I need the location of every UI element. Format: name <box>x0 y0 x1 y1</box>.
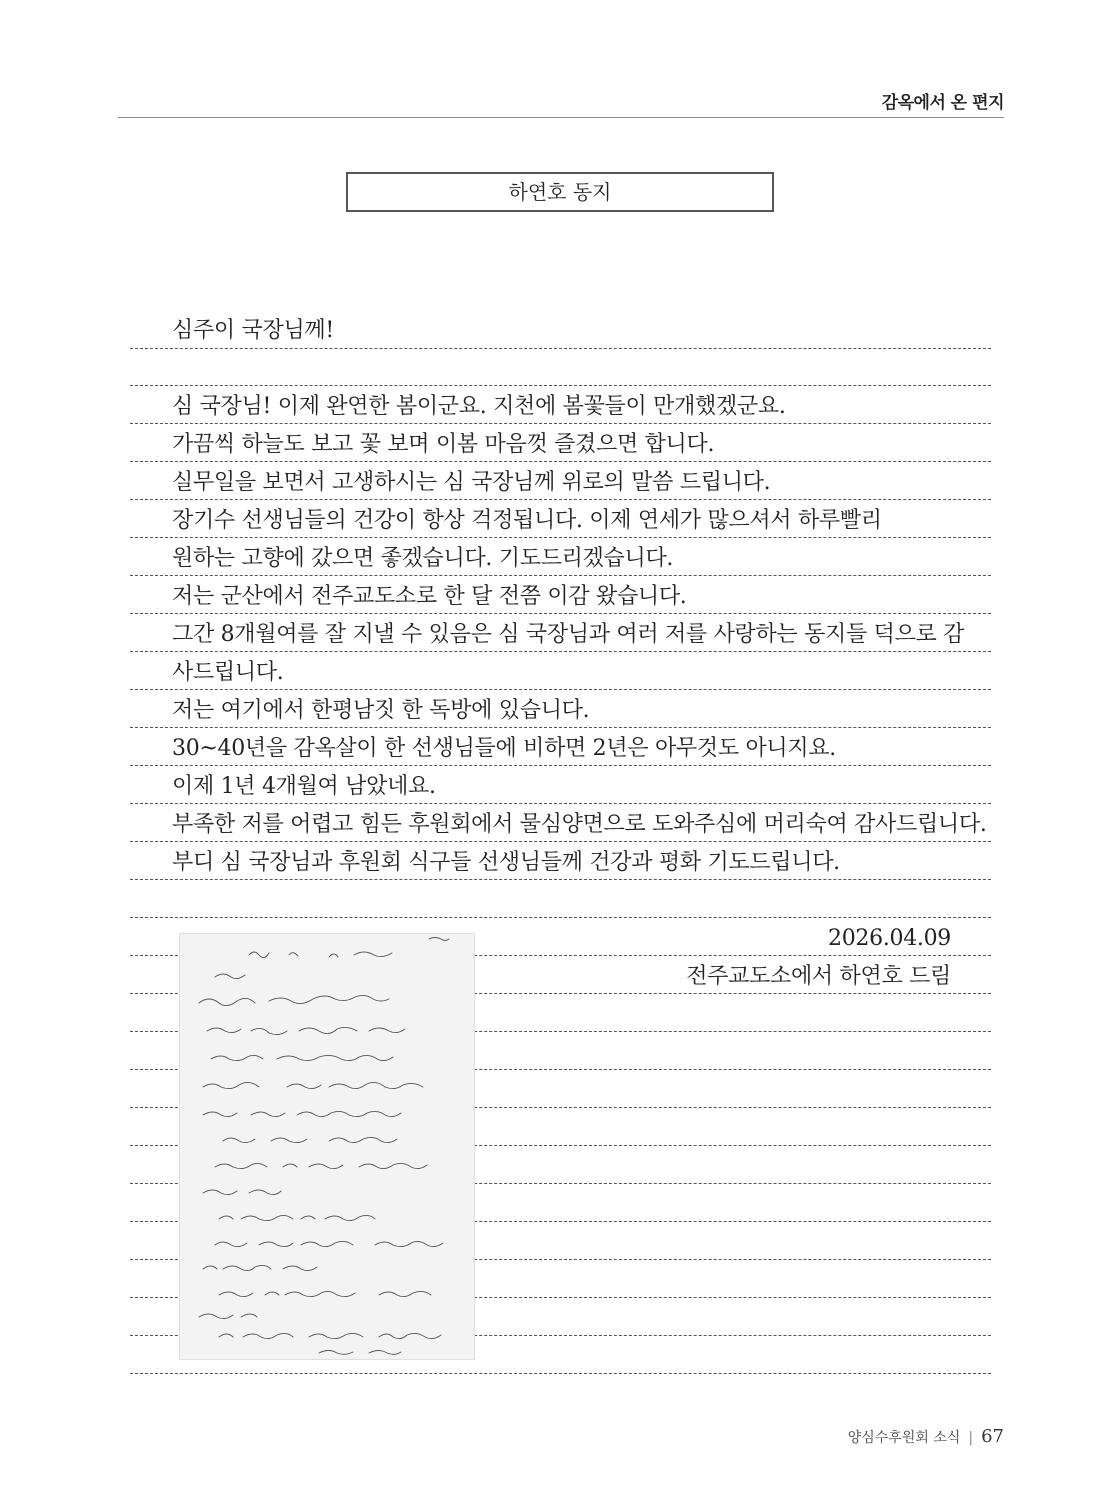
section-title: 감옥에서 온 편지 <box>881 93 1004 113</box>
page-number: 67 <box>981 1426 1004 1447</box>
ruled-line <box>130 348 991 349</box>
letter-line: 실무일을 보면서 고생하시는 심 국장님께 위로의 말씀 드립니다. <box>172 470 771 495</box>
letter-line: 원하는 고향에 갔으면 좋겠습니다. 기도드리겠습니다. <box>172 546 674 571</box>
letter-line: 그간 8개월여를 잘 지낼 수 있음은 심 국장님과 여러 저를 사랑하는 동지들 덕으로 감 <box>172 622 965 647</box>
letter-signature: 전주교도소에서 하연호 드림 <box>686 964 951 989</box>
letter-line: 저는 군산에서 전주교도소로 한 달 전쯤 이감 왔습니다. <box>172 584 687 609</box>
header-rule <box>118 117 1004 118</box>
ruled-line <box>130 575 991 576</box>
ruled-line <box>130 879 991 880</box>
letter-line: 부디 심 국장님과 후원회 식구들 선생님들께 건강과 평화 기도드립니다. <box>172 850 840 875</box>
letter-line: 장기수 선생님들의 건강이 항상 걱정됩니다. 이제 연세가 많으셔서 하루빨리 <box>172 508 882 533</box>
letter-line: 심 국장님! 이제 완연한 봄이군요. 지천에 봄꽃들이 만개했겠군요. <box>172 394 786 419</box>
page-footer <box>848 1426 1004 1447</box>
handwriting-scribbles <box>179 933 475 1360</box>
ruled-line <box>130 803 991 804</box>
ruled-line <box>130 1373 991 1374</box>
ruled-line <box>130 461 991 462</box>
footer-separator: | <box>968 1430 974 1446</box>
letter-line: 부족한 저를 어렵고 힘든 후원회에서 물심양면으로 도와주심에 머리숙여 감사드립니다. <box>172 812 987 837</box>
ruled-line <box>130 385 991 386</box>
letter-date: 2026.04.09 <box>828 926 951 951</box>
ruled-line <box>130 537 991 538</box>
letter-line: 30~40년을 감옥살이 한 선생님들에 비하면 2년은 아무것도 아니지요. <box>172 736 836 761</box>
letter-salutation: 심주이 국장님께! <box>172 318 334 343</box>
ruled-line <box>130 765 991 766</box>
handwritten-letter-photo <box>179 933 475 1360</box>
letter-line: 이제 1년 4개월여 남았네요. <box>172 774 436 799</box>
letter-line: 사드립니다. <box>172 660 284 685</box>
ruled-line <box>130 841 991 842</box>
letter-line: 가끔씩 하늘도 보고 꽃 보며 이봄 마음껏 즐겼으면 합니다. <box>172 432 715 457</box>
ruled-line <box>130 613 991 614</box>
ruled-line <box>130 651 991 652</box>
ruled-line <box>130 423 991 424</box>
ruled-line <box>130 499 991 500</box>
ruled-line <box>130 689 991 690</box>
letter-title-box: 하연호 동지 <box>346 172 774 212</box>
letter-line: 저는 여기에서 한평남짓 한 독방에 있습니다. <box>172 698 590 723</box>
publication-name: 양심수후원회 소식 <box>847 1430 961 1446</box>
ruled-line <box>130 727 991 728</box>
ruled-line <box>130 917 991 918</box>
